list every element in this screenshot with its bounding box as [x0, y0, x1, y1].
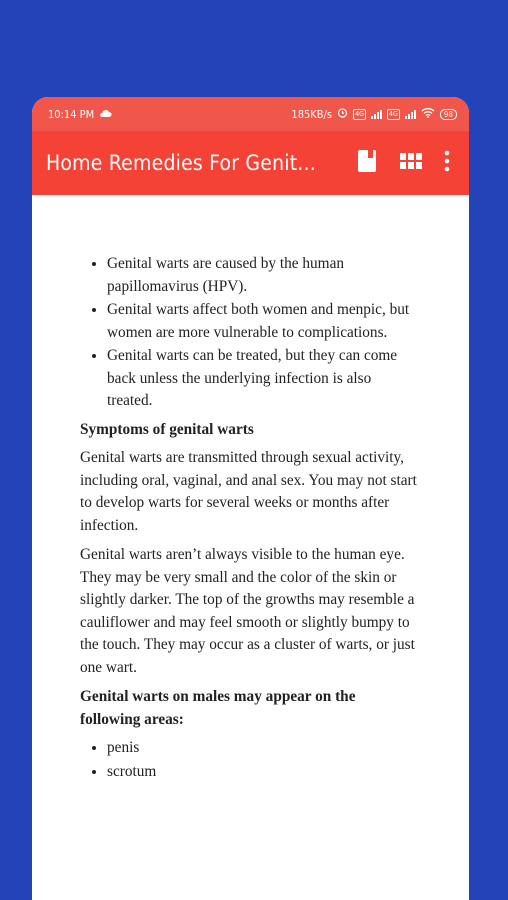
signal-icon [405, 110, 416, 119]
sim1-label: 4G [355, 109, 364, 118]
page-title: Home Remedies For Genit... [46, 151, 316, 175]
overflow-menu-button[interactable] [433, 141, 461, 185]
male-areas-list [80, 737, 419, 783]
battery-icon: 98 [440, 109, 457, 120]
more-vert-icon [444, 150, 450, 177]
cloud-icon [99, 108, 112, 121]
signal-icon [371, 110, 382, 119]
list-item: • Genital warts affect both women and menpic, but women are more vulnerable to complications. [107, 299, 419, 344]
intro-list [80, 253, 419, 413]
paragraph: Genital warts aren’t always visible to the human eye. They may be very small and the color of the skin or slightly darker. The top of the growths may resemble a cauliflower and may feel smooth or slightly bumpy to the touch. They may occur as a cluster of warts, or just one wart. [80, 546, 415, 676]
list-item: • Genital warts are caused by the human papillomavirus (HPV). [107, 253, 419, 298]
males-heading: Genital warts on males may appear on the following areas: [80, 688, 356, 728]
status-bar [32, 97, 469, 131]
alarm-icon [337, 107, 348, 121]
symptoms-heading: Symptoms of genital warts [80, 420, 254, 438]
list-item: • scrotum [107, 761, 419, 784]
list-item: • penis [107, 737, 419, 760]
sim2-label: 4G [388, 109, 398, 118]
paragraph: Genital warts are transmitted through sexual activity, including oral, vaginal, and anal sex. You may not start to develop warts for several weeks or months after infection. [80, 449, 417, 534]
grid-view-button[interactable] [389, 141, 433, 185]
wifi-icon [421, 107, 435, 121]
phone-screen [32, 97, 469, 900]
app-toolbar [32, 131, 469, 195]
status-time: 10:14 PM [48, 107, 95, 121]
network-speed: 185KB/s [291, 107, 333, 121]
book-icon [357, 149, 377, 178]
grid-icon [400, 153, 422, 174]
list-item: • Genital warts can be treated, but they can come back unless the underlying infection is also treated. [107, 345, 419, 413]
article-content [32, 195, 469, 783]
bookmark-button[interactable] [345, 141, 389, 185]
